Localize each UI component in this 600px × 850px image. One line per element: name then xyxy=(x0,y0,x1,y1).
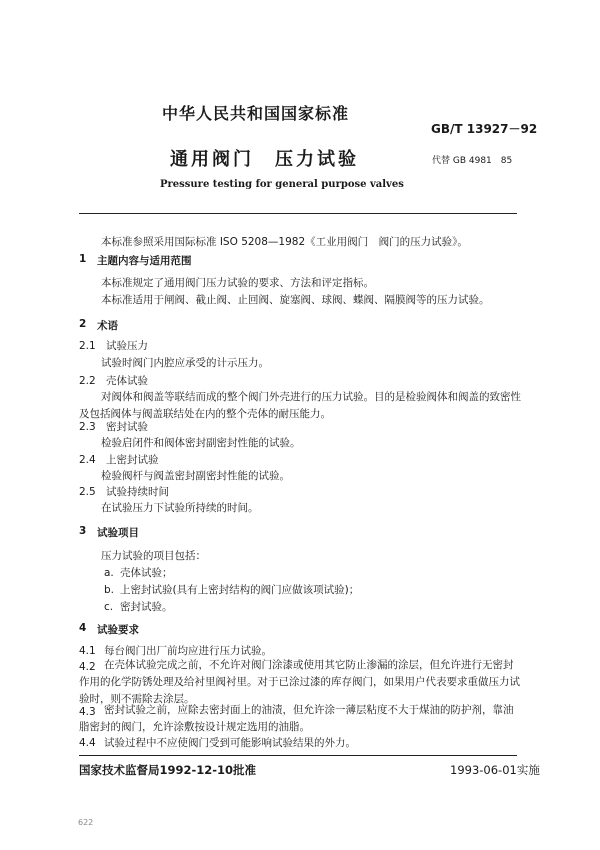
replaces-note: 代替 GB 4981 85 xyxy=(432,156,513,166)
section-1-para-1: 本标准规定了通用阀门压力试验的要求、方法和评定指标。 xyxy=(101,277,374,289)
term-name: 试验持续时间 xyxy=(106,486,169,498)
term-definition: 检验启闭件和阀体密封副密封性能的试验。 xyxy=(101,437,301,449)
document-title-en: Pressure testing for general purpose valves xyxy=(160,179,404,190)
section-1-para-2: 本标准适用于闸阀、截止阀、止回阀、旋塞阀、球阀、蝶阀、隔膜阀等的压力试验。 xyxy=(101,294,490,306)
term-definition: 在试验压力下试验所持续的时间。 xyxy=(101,502,259,514)
header-divider xyxy=(79,213,517,214)
footer-divider xyxy=(79,755,517,756)
section-3-lead: 压力试验的项目包括： xyxy=(101,550,206,562)
term-number: 2.3 xyxy=(79,421,96,433)
approval-line: 国家技术监督局1992-12-10批准 xyxy=(79,763,257,777)
standard-number: GB/T 13927－92 xyxy=(431,122,538,136)
clause-text: 密封试验之前，应除去密封面上的油渍，但允许涂一薄层粘度不大于煤油的防护剂，靠油脂密封的阀门，允许涂敷按设计规定选用的油脂。 xyxy=(79,704,514,733)
section-3-heading: 试验项目 xyxy=(97,527,139,539)
section-2-number: 2 xyxy=(79,318,87,330)
list-item-text: 上密封试验(具有上密封结构的阀门应做该项试验)； xyxy=(120,584,360,596)
term-definition: 检验阀杆与阀盖密封副密封性能的试验。 xyxy=(101,470,290,482)
clause-number: 4.1 xyxy=(79,645,96,657)
term-name: 上密封试验 xyxy=(106,454,159,466)
term-definition: 对阀体和阀盖等联结而成的整个阀门外壳进行的压力试验。目的是检验阀体和阀盖的致密性及包括阀体与阀盖联结处在内的整个壳体的耐压能力。 xyxy=(79,391,521,420)
list-item-marker: c. xyxy=(104,601,114,613)
term-name: 试验压力 xyxy=(106,340,148,352)
clause-number: 4.2 xyxy=(79,661,96,673)
clause-text: 试验过程中不应使阀门受到可能影响试验结果的外力。 xyxy=(104,737,356,749)
intro-paragraph: 本标准参照采用国际标准 ISO 5208—1982《工业用阀门 阀门的压力试验》。 xyxy=(101,236,468,248)
list-item-text: 密封试验。 xyxy=(120,601,173,613)
term-name: 密封试验 xyxy=(106,421,148,433)
section-4-number: 4 xyxy=(79,622,87,634)
clause-number: 4.4 xyxy=(79,737,96,749)
term-number: 2.2 xyxy=(79,375,96,387)
section-4-heading: 试验要求 xyxy=(97,624,139,636)
country-standard-title: 中华人民共和国国家标准 xyxy=(162,104,350,123)
section-2-heading: 术语 xyxy=(97,320,118,332)
clause-number: 4.3 xyxy=(79,706,96,718)
term-name: 壳体试验 xyxy=(106,375,148,387)
section-3-number: 3 xyxy=(79,525,87,537)
page-number: 622 xyxy=(78,818,94,827)
clause-text: 每台阀门出厂前均应进行压力试验。 xyxy=(104,645,272,657)
document-title-cn: 通用阀门 压力试验 xyxy=(170,149,359,170)
term-number: 2.5 xyxy=(79,486,96,498)
section-1-number: 1 xyxy=(79,253,87,265)
term-number: 2.4 xyxy=(79,454,96,466)
list-item-text: 壳体试验； xyxy=(120,567,173,579)
list-item-marker: b. xyxy=(104,584,115,596)
implementation-date: 1993-06-01实施 xyxy=(450,763,540,777)
list-item-marker: a. xyxy=(104,567,114,579)
term-definition: 试验时阀门内腔应承受的计示压力。 xyxy=(101,357,269,369)
term-number: 2.1 xyxy=(79,340,96,352)
section-1-heading: 主题内容与适用范围 xyxy=(97,255,192,267)
clause-text: 在壳体试验完成之前，不允许对阀门涂漆或使用其它防止渗漏的涂层，但允许进行无密封作用的化学防锈处理及给衬里阀衬里。对于已涂过漆的库存阀门，如果用户代表要求重做压力试验时，则不需除去涂层。 xyxy=(79,659,520,705)
